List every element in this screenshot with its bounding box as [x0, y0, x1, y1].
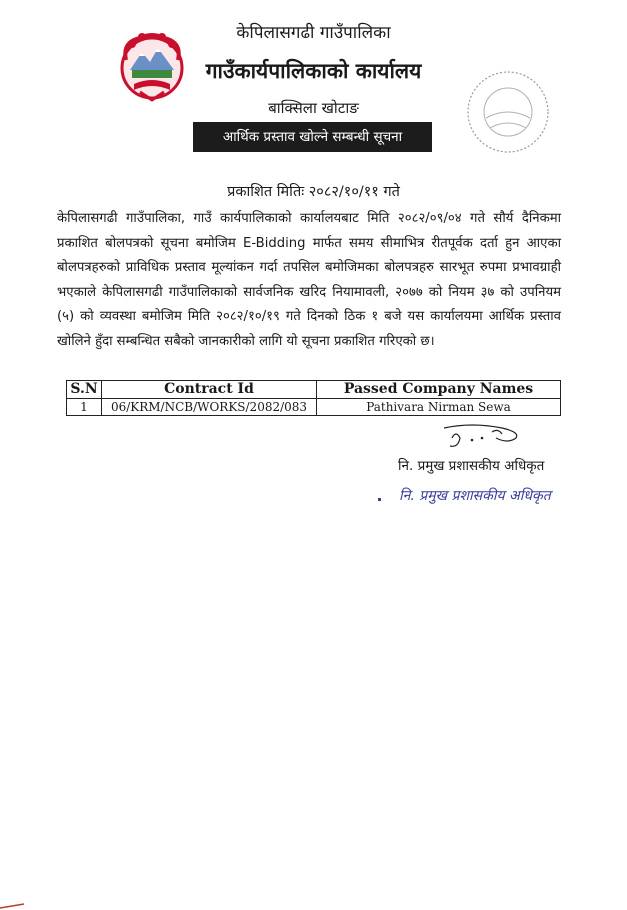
- office-name: गाउँकार्यपालिकाको कार्यालय: [205, 59, 422, 83]
- office-location: बाक्सिला खोटाङ: [268, 99, 359, 117]
- table-header-row: [67, 381, 561, 399]
- ink-dot: [378, 498, 381, 501]
- notice-body-text: केपिलासगढी गाउँपालिका, गाउँ कार्यपालिकाको कार्यालयबाट मिति २०८२/०९/०४ गते सौर्य दैनिकमा प्रकाशित बोलपत्रको सूचना बमोजिम E-Bidding मार्फत समय सीमाभित्र रीतपूर्वक दर्ता हुन आएका बोलपत्रहरुको प्राविधिक प्रस्ताव मूल्यांकन गर्दा तपसिल बमोजिमका बोलपत्रहरु सारभूत रुपमा प्रभावग्राही भएकाले केपिलासगढी गाउँपालिकाको सार्वजनिक खरिद नियामावली, २०७७ को नियम ३७ को उपनियम (५) को व्यवस्था बमोजिम मिति २०८२/१०/१९ गते दिनको ठिक १ बजे यस कार्यालयमा आर्थिक प्रस्ताव खोलिने हुँदा सम्बन्धित सबैको जानकारीको लागि यो सूचना प्रकाशित गरिएको छ।: [57, 211, 561, 349]
- table-row: [67, 399, 561, 416]
- organization-name: केपिलासगढी गाउँपालिका: [236, 23, 391, 43]
- cell-company-name: Pathivara Nirman Sewa: [317, 399, 561, 416]
- signatory-stamp: नि. प्रमुख प्रशासकीय अधिकृत: [399, 488, 551, 504]
- column-header-sn: S.N: [67, 381, 102, 399]
- signatory-title: नि. प्रमुख प्रशासकीय अधिकृत: [398, 458, 545, 474]
- cell-sn: 1: [67, 399, 102, 416]
- published-date: प्रकाशित मितिः २०८२/१०/११ गते: [227, 184, 400, 200]
- notice-title-banner: आर्थिक प्रस्ताव खोल्ने सम्बन्धी सूचना: [193, 122, 432, 152]
- page-edge-mark: [0, 900, 627, 910]
- office-seal-icon: [462, 66, 554, 158]
- notice-body: [57, 207, 561, 355]
- cell-contract-id: 06/KRM/NCB/WORKS/2082/083: [102, 399, 317, 416]
- column-header-company-names: Passed Company Names: [317, 381, 561, 399]
- signature-scribble: [442, 424, 524, 450]
- column-header-contract-id: Contract Id: [102, 381, 317, 399]
- passed-bids-table: [66, 380, 561, 416]
